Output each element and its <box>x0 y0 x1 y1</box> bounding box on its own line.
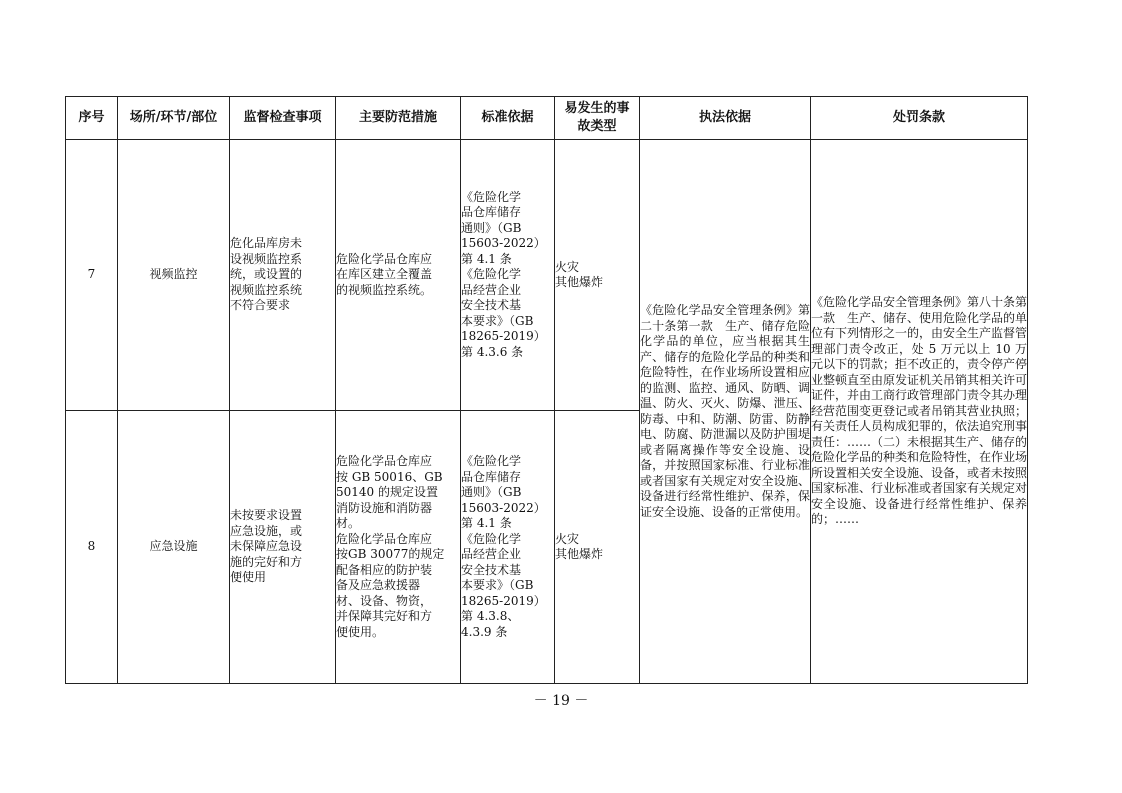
header-penalty: 处罚条款 <box>811 97 1028 140</box>
header-no: 序号 <box>66 97 118 140</box>
row-location: 应急设施 <box>118 411 230 684</box>
header-standard: 标准依据 <box>461 97 555 140</box>
law-basis-cell: 《危险化学品安全管理条例》第二十条第一款 生产、储存危险化学品的单位，应当根据其生产、储存的危险化学品的种类和危险特性，在作业场所设置相应的监测、监控、通风、防晒、调温、防火、灭火、防爆、泄压、防毒、中和、防潮、防雷、防静电、防腐、防泄漏以及防护围堤或者隔离操作等安全设施、设备，并按照国家标准、行业标准或者国家有关规定对安全设施、设备进行经常性维护、保养，保证安全设施、设备的正常使用。 <box>640 140 811 684</box>
header-location: 场所/环节/部位 <box>118 97 230 140</box>
header-law: 执法依据 <box>640 97 811 140</box>
row-measures: 危险化学品仓库应 按 GB 50016、GB 50140 的规定设置 消防设施和消防器 材。 危险化学品仓库应 按GB 30077的规定 配备相应的防护装 备及应急救援器 材、设备、物资， 并保障其完好和方 便使用。 <box>336 411 461 684</box>
row-no: 7 <box>66 140 118 411</box>
header-measures: 主要防范措施 <box>336 97 461 140</box>
header-item: 监督检查事项 <box>230 97 336 140</box>
header-accident: 易发生的事 故类型 <box>555 97 640 140</box>
row-accident: 火灾 其他爆炸 <box>555 140 640 411</box>
page-number: － 19 － <box>533 693 589 709</box>
header-row <box>66 97 1028 140</box>
row-accident: 火灾 其他爆炸 <box>555 411 640 684</box>
row-no: 8 <box>66 411 118 684</box>
penalty-cell: 《危险化学品安全管理条例》第八十条第一款 生产、储存、使用危险化学品的单位有下列情形之一的，由安全生产监督管理部门责令改正，处 5 万元以上 10 万元以下的罚款；拒不改正的，责令停产停业整顿直至由原发证机关吊销其相关许可证件，并由工商行政管理部门责令其办理经营范围变更登记或者吊销其营业执照；有关责任人员构成犯罪的，依法追究刑事责任：……（二）未根据其生产、储存的危险化学品的种类和危险特性，在作业场所设置相关安全设施、设备，或者未按照国家标准、行业标准或者国家有关规定对安全设施、设备进行经常性维护、保养的；…… <box>811 140 1028 684</box>
row-item: 未按要求设置 应急设施，或 未保障应急设 施的完好和方 便使用 <box>230 411 336 684</box>
row-location: 视频监控 <box>118 140 230 411</box>
table-row <box>66 140 1028 411</box>
inspection-table <box>65 96 1028 684</box>
row-standard: 《危险化学 品仓库储存 通则》（GB 15603-2022） 第 4.1 条 《危险化学 品经营企业 安全技术基 本要求》（GB 18265-2019） 第 4.3.8、 4.3.9 条 <box>461 411 555 684</box>
row-measures: 危险化学品仓库应 在库区建立全覆盖 的视频监控系统。 <box>336 140 461 411</box>
row-item: 危化品库房未 设视频监控系 统，或设置的 视频监控系统 不符合要求 <box>230 140 336 411</box>
row-standard: 《危险化学 品仓库储存 通则》（GB 15603-2022） 第 4.1 条 《危险化学 品经营企业 安全技术基 本要求》（GB 18265-2019） 第 4.3.6 条 <box>461 140 555 411</box>
